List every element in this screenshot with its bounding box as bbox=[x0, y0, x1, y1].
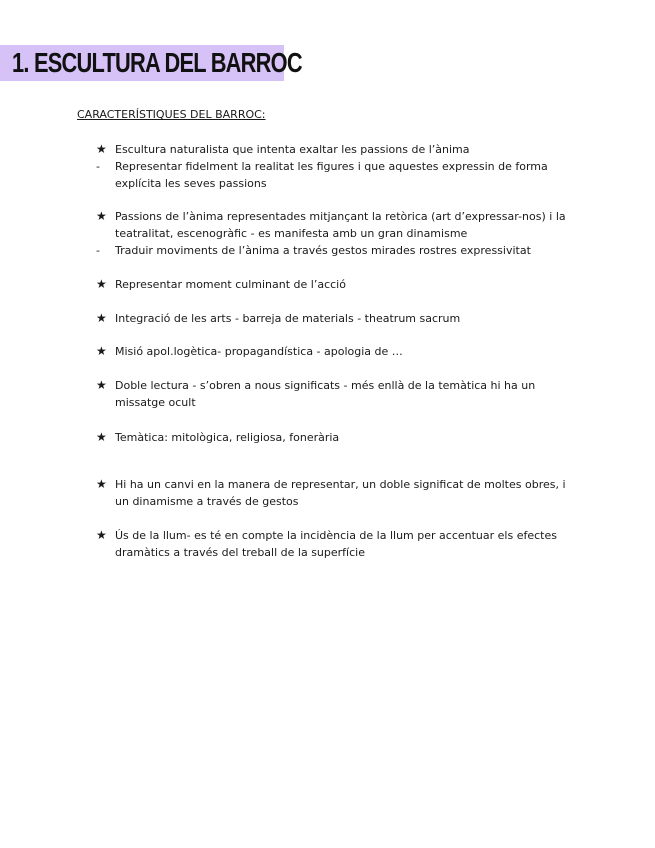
list-item bbox=[96, 242, 576, 259]
page-title: 1. ESCULTURA DEL BARROC bbox=[12, 47, 302, 78]
star-icon: ★ bbox=[96, 477, 107, 491]
star-icon: ★ bbox=[96, 277, 107, 291]
list-item bbox=[96, 208, 576, 242]
star-icon: ★ bbox=[96, 378, 107, 392]
list-item-text: Doble lectura - s’obren a nous significats - més enllà de la temàtica hi ha un missatge ocult bbox=[115, 379, 536, 409]
dash-bullet: - bbox=[96, 160, 100, 173]
list-item-text: Representar fidelment la realitat les figures i que aquestes expressin de forma explícita les seves passions bbox=[115, 160, 548, 190]
star-icon: ★ bbox=[96, 142, 107, 156]
list-item-text: Passions de l’ànima representades mitjançant la retòrica (art d’expressar-nos) i la teatralitat, escenogràfic - es manifesta amb un gran dinamisme bbox=[115, 210, 566, 240]
list-item-text: Integració de les arts - barreja de materials - theatrum sacrum bbox=[115, 312, 461, 325]
star-icon: ★ bbox=[96, 311, 107, 325]
list-item bbox=[96, 343, 576, 360]
star-icon: ★ bbox=[96, 430, 107, 444]
list-item-text: Temàtica: mitològica, religiosa, fonerària bbox=[115, 431, 340, 444]
list-item-text: Misió apol.logètica- propagandística - apologia de … bbox=[115, 345, 403, 358]
list-item bbox=[96, 276, 576, 293]
list-item-text: Representar moment culminant de l’acció bbox=[115, 278, 346, 291]
section-subtitle: CARACTERÍSTIQUES DEL BARROC: bbox=[77, 108, 266, 121]
list-item-text: Traduir moviments de l’ànima a través gestos mirades rostres expressivitat bbox=[115, 244, 531, 257]
star-icon: ★ bbox=[96, 209, 107, 223]
list-item bbox=[96, 158, 576, 192]
star-icon: ★ bbox=[96, 528, 107, 542]
list-item bbox=[96, 429, 576, 446]
list-item bbox=[96, 310, 576, 327]
list-item bbox=[96, 476, 576, 510]
dash-bullet: - bbox=[96, 244, 100, 257]
list-item bbox=[96, 141, 576, 158]
list-item bbox=[96, 377, 576, 411]
list-item bbox=[96, 527, 576, 561]
list-item-text: Hi ha un canvi en la manera de representar, un doble significat de moltes obres, i un dinamisme a través de gestos bbox=[115, 478, 566, 508]
list-item-text: Ús de la llum- es té en compte la incidència de la llum per accentuar els efectes dramàtics a través del treball de la superfície bbox=[115, 529, 557, 559]
star-icon: ★ bbox=[96, 344, 107, 358]
list-item-text: Escultura naturalista que intenta exaltar les passions de l’ànima bbox=[115, 143, 470, 156]
